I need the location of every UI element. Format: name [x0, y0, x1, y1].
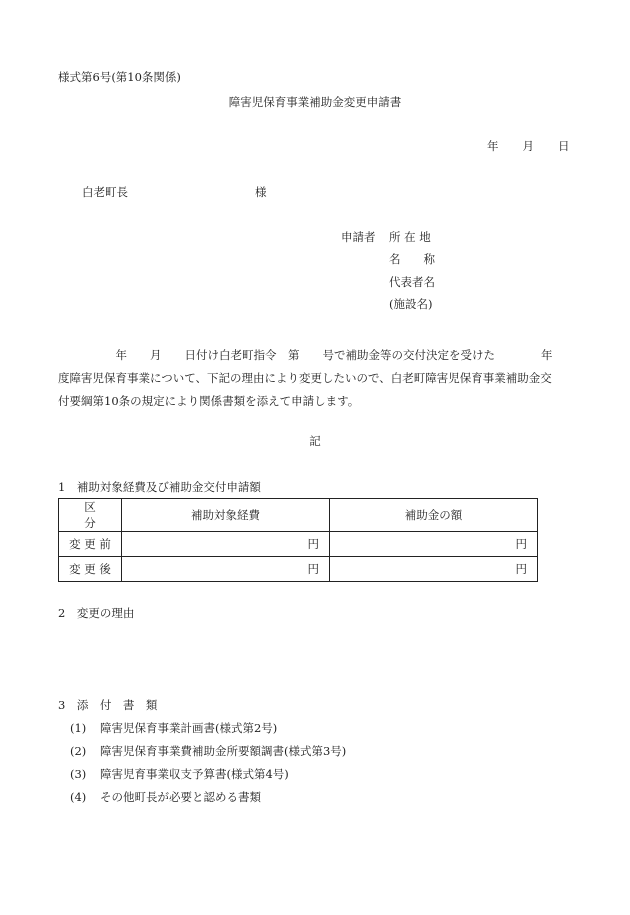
header-grant-amount: 補助金の額	[330, 499, 538, 532]
section3-title: 3 添 付 書 類	[58, 698, 158, 712]
attachment-item	[70, 769, 289, 781]
attachment-text: 障害児保育事業費補助金所要額調書(様式第3号)	[100, 744, 347, 758]
table-row	[59, 557, 538, 582]
date-month: 月	[522, 139, 534, 153]
date-day: 日	[558, 139, 570, 153]
applicant-representative-field: 代表者名	[389, 275, 435, 289]
attachment-text: 障害児保育事業計画書(様式第2号)	[100, 721, 278, 735]
attachment-number: (1)	[70, 721, 87, 735]
applicant-facility-field: (施設名)	[389, 297, 433, 311]
attachment-number: (3)	[70, 767, 87, 781]
attachment-item	[70, 792, 261, 804]
applicant-name-field: 名 称	[389, 252, 435, 266]
date-year: 年	[487, 139, 499, 153]
ki-heading: 記	[309, 434, 321, 448]
table-header-row	[59, 499, 538, 532]
table-row	[59, 532, 538, 557]
honorific: 様	[255, 185, 267, 199]
applicant-label: 申請者	[341, 230, 376, 244]
attachment-item	[70, 723, 277, 735]
application-body	[58, 344, 586, 413]
attachment-number: (4)	[70, 790, 87, 804]
grant-amount-after: 円	[330, 557, 538, 582]
eligible-cost-after: 円	[122, 557, 330, 582]
eligible-cost-before: 円	[122, 532, 330, 557]
attachment-text: 障害児育事業収支予算書(様式第4号)	[100, 767, 289, 781]
section1-title: 1 補助対象経費及び補助金交付申請額	[58, 480, 261, 494]
attachment-text: その他町長が必要と認める書類	[100, 790, 261, 804]
amounts-table	[58, 498, 538, 582]
date-line	[487, 141, 570, 153]
header-eligible-cost: 補助対象経費	[122, 499, 330, 532]
attachment-number: (2)	[70, 744, 87, 758]
body-line-1: 年 月 日付け白老町指令 第 号で補助金等の交付決定を受けた 年	[58, 348, 553, 362]
document-title: 障害児保育事業補助金変更申請書	[228, 95, 402, 109]
body-line-2: 度障害児保育事業について、下記の理由により変更したいので、白老町障害児保育事業補助金交	[58, 371, 552, 385]
applicant-address-field: 所 在 地	[389, 230, 431, 244]
header-category: 区 分	[59, 499, 122, 532]
attachment-item	[70, 746, 346, 758]
row-label: 変 更 後	[59, 557, 122, 582]
grant-amount-before: 円	[330, 532, 538, 557]
body-line-3: 付要綱第10条の規定により関係書類を添えて申請します。	[58, 394, 360, 408]
row-label: 変 更 前	[59, 532, 122, 557]
form-number: 様式第6号(第10条関係)	[58, 70, 181, 84]
addressee: 白老町長	[82, 185, 128, 199]
section2-title: 2 変更の理由	[58, 606, 135, 620]
